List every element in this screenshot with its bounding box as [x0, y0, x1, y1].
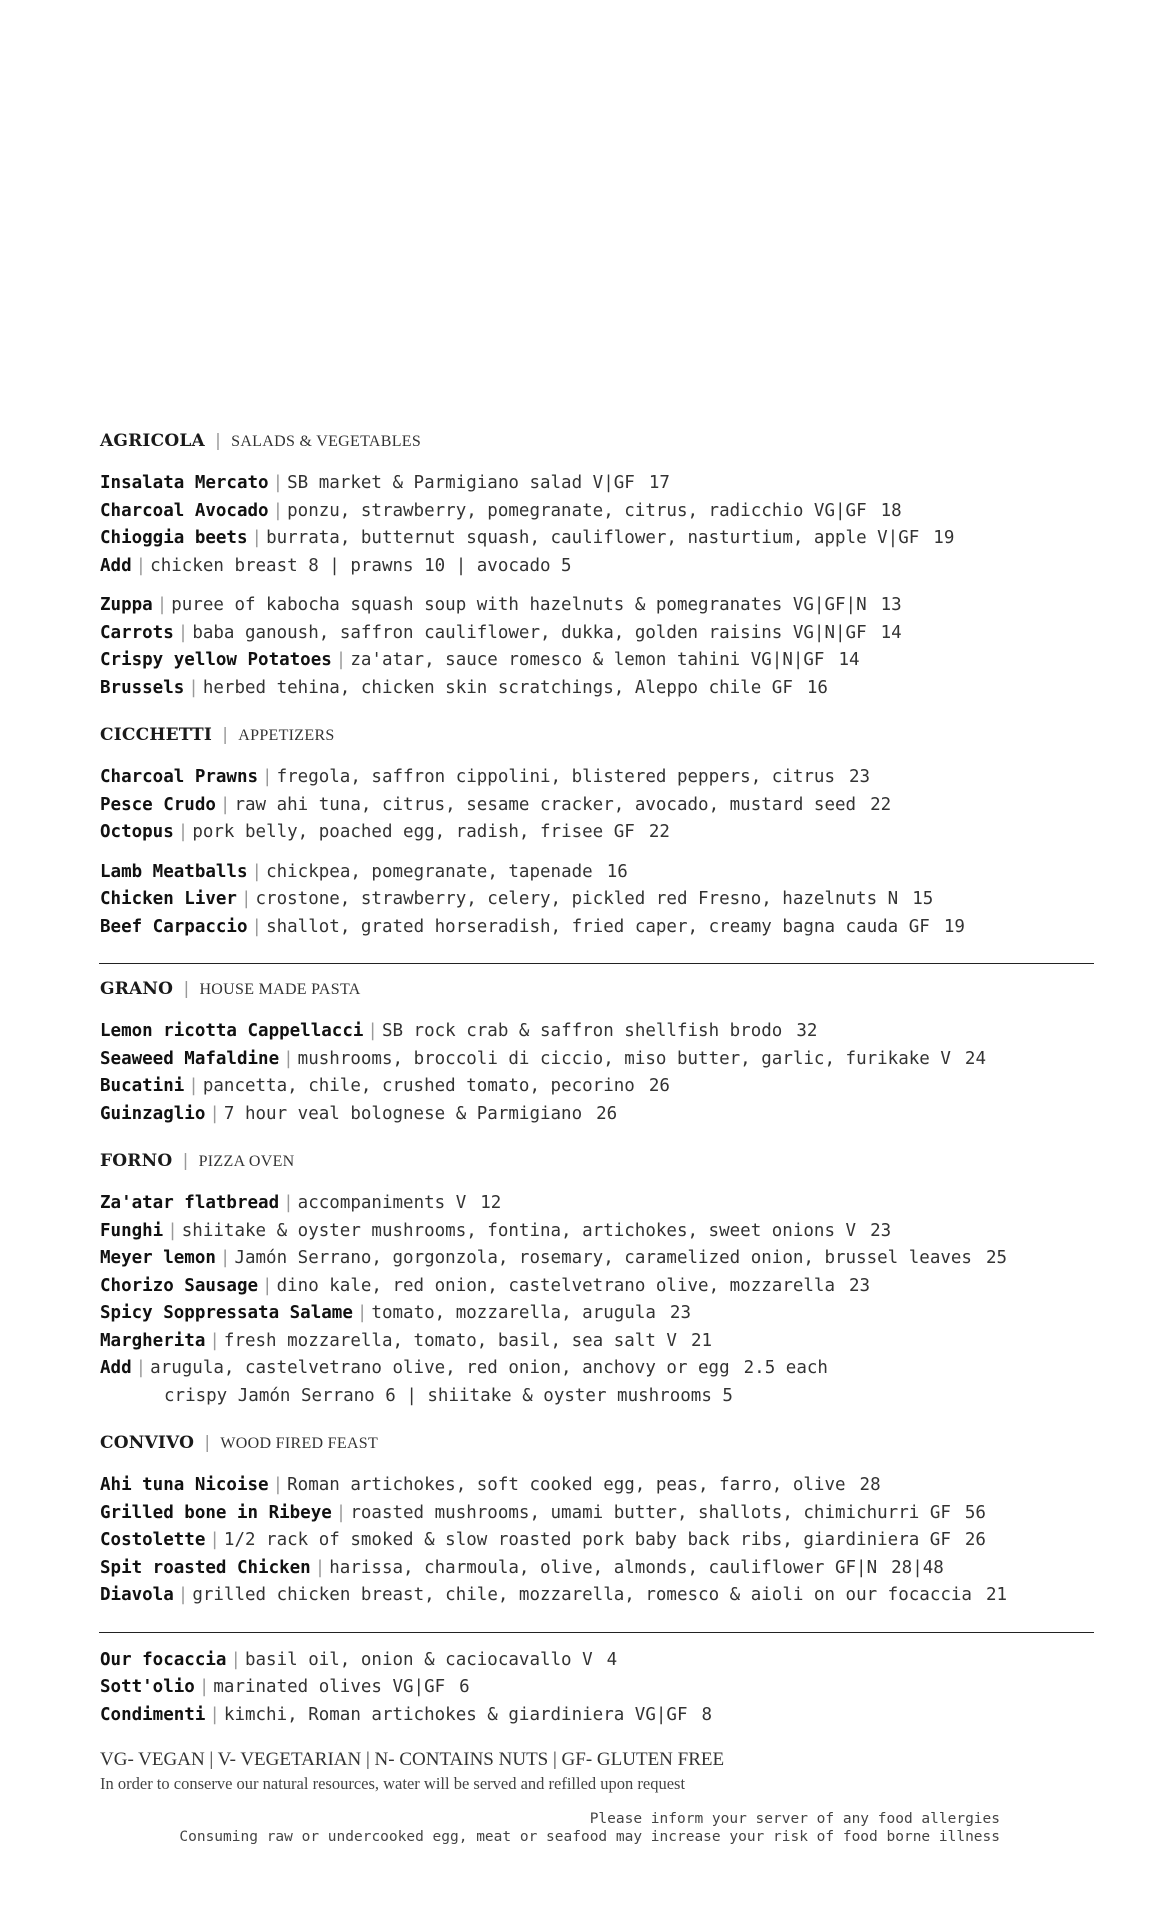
item-description: 7 hour veal bolognese & Parmigiano	[223, 1103, 583, 1124]
menu-item	[100, 620, 1095, 648]
item-price: 23	[849, 1275, 871, 1296]
item-separator: |	[209, 1330, 220, 1351]
item-description: za'atar, sauce romesco & lemon tahini VG|N|GF	[350, 650, 825, 670]
menu-item	[100, 1355, 1095, 1383]
item-description: arugula, castelvetrano olive, red onion, anchovy or egg	[150, 1358, 730, 1378]
menu-item	[100, 1018, 1095, 1046]
item-description: crostone, strawberry, celery, pickled red Fresno, hazelnuts N	[255, 889, 899, 909]
section-heading	[100, 1432, 1095, 1455]
item-price: 26	[648, 1076, 670, 1096]
item-name: Zuppa	[100, 595, 153, 615]
item-price: 19	[943, 916, 965, 937]
item-name: Lamb Meatballs	[100, 861, 248, 882]
item-separator: |	[356, 1303, 368, 1323]
item-name: Crispy yellow Potatoes	[100, 650, 332, 670]
heading-separator: |	[181, 979, 192, 999]
water-note: In order to conserve our natural resources, water will be served and refilled upon request	[100, 1774, 686, 1793]
item-separator: |	[167, 1220, 178, 1241]
item-name: Pesce Crudo	[100, 794, 216, 815]
allergy-note: Please inform your server of any food allergies	[589, 1811, 1000, 1827]
item-price: 16	[806, 677, 828, 698]
item-description: kimchi, Roman artichokes & giardiniera VG|GF	[223, 1704, 688, 1725]
item-name: Chicken Liver	[100, 889, 237, 909]
item-price: 28	[859, 1475, 881, 1495]
item-price: 17	[648, 473, 670, 493]
item-price: 56	[964, 1502, 986, 1523]
item-separator: |	[209, 1704, 220, 1725]
menu-item	[100, 1383, 1095, 1411]
item-description: chickpea, pomegranate, tapenade	[266, 861, 593, 882]
item-description: Jamón Serrano, gorgonzola, rosemary, caramelized onion, brussel leaves	[234, 1248, 972, 1268]
item-description: tomato, mozzarella, arugula	[371, 1303, 656, 1323]
menu-item	[100, 886, 1095, 914]
item-description: pork belly, poached egg, radish, frisee GF	[192, 822, 635, 842]
item-description: 1/2 rack of smoked & slow roasted pork baby back ribs, giardiniera GF	[223, 1530, 951, 1550]
item-price: 21	[985, 1585, 1008, 1605]
menu-item	[100, 764, 1095, 792]
menu-item	[100, 1647, 1095, 1675]
item-separator: |	[262, 767, 273, 787]
item-separator: |	[251, 861, 263, 882]
item-name: Lemon ricotta Cappellacci	[100, 1021, 364, 1041]
item-description: roasted mushrooms, umami butter, shallots, chimichurri GF	[350, 1502, 951, 1523]
section-subtitle: WOOD FIRED FEAST	[220, 1435, 379, 1452]
item-separator: |	[198, 1677, 210, 1697]
item-name: Grilled bone in Ribeye	[100, 1502, 332, 1523]
item-separator: |	[156, 595, 168, 615]
item-name: Charcoal Avocado	[100, 500, 269, 521]
item-price: 2.5 each	[743, 1358, 828, 1378]
item-name: Guinzaglio	[100, 1103, 206, 1124]
section-heading	[100, 978, 1095, 1001]
item-name: Carrots	[100, 622, 174, 643]
item-separator: |	[219, 794, 231, 815]
menu-item	[100, 1702, 1095, 1730]
item-description: puree of kabocha squash soup with hazelnuts & pomegranates VG|GF|N	[171, 595, 867, 615]
menu-item	[100, 1674, 1095, 1702]
item-price: 22	[870, 794, 892, 815]
menu-item	[100, 1245, 1095, 1273]
item-price: 32	[796, 1021, 818, 1041]
item-price: 14	[880, 622, 902, 643]
menu-item	[100, 498, 1095, 526]
item-separator: |	[272, 500, 284, 521]
item-price: 28|48	[891, 1557, 944, 1578]
item-name: Brussels	[100, 677, 185, 698]
section-title: CICCHETTI	[100, 725, 213, 745]
menu-item	[100, 1472, 1095, 1500]
item-price: 22	[648, 822, 670, 842]
item-description: raw ahi tuna, citrus, sesame cracker, avocado, mustard seed	[234, 794, 857, 815]
item-description: fregola, saffron cippolini, blistered peppers, citrus	[276, 767, 835, 787]
item-separator: |	[251, 528, 263, 548]
item-description: fresh mozzarella, tomato, basil, sea salt V	[223, 1330, 677, 1351]
section-heading	[100, 1150, 1095, 1173]
item-separator: |	[335, 650, 347, 670]
item-description: accompaniments V	[297, 1193, 467, 1213]
section-subtitle: APPETIZERS	[238, 727, 335, 744]
menu-item	[100, 914, 1095, 942]
item-separator: |	[219, 1248, 231, 1268]
menu-item	[100, 1582, 1095, 1610]
item-price: 19	[933, 528, 955, 548]
item-description: herbed tehina, chicken skin scratchings, Aleppo chile GF	[202, 677, 793, 698]
item-group	[100, 764, 1095, 847]
item-price: 6	[459, 1677, 470, 1697]
item-name: Sott'olio	[100, 1677, 195, 1697]
item-description: pancetta, chile, crushed tomato, pecorino	[202, 1076, 635, 1096]
item-separator: |	[240, 889, 252, 909]
item-price: 24	[964, 1048, 986, 1069]
item-description: harissa, charmoula, olive, almonds, cauliflower GF|N	[329, 1557, 878, 1578]
menu-item	[100, 470, 1095, 498]
heading-separator: |	[220, 725, 231, 745]
item-name: Seaweed Mafaldine	[100, 1048, 280, 1069]
section-heading	[100, 430, 1095, 453]
menu-item	[100, 1300, 1095, 1328]
item-name: Chioggia beets	[100, 528, 248, 548]
heading-separator: |	[212, 431, 224, 451]
item-price: 25	[985, 1248, 1008, 1268]
menu-item	[100, 1101, 1095, 1129]
item-price: 13	[880, 595, 902, 615]
item-group	[100, 1472, 1095, 1610]
item-description: SB rock crab & saffron shellfish brodo	[381, 1021, 783, 1041]
item-name: Diavola	[100, 1585, 174, 1605]
item-description: basil oil, onion & caciocavallo V	[244, 1649, 593, 1670]
item-separator: |	[251, 916, 263, 937]
section-cicchetti	[100, 724, 1095, 941]
item-price: 23	[870, 1220, 892, 1241]
item-price: 23	[849, 767, 871, 787]
item-name: Octopus	[100, 822, 174, 842]
item-description: shiitake & oyster mushrooms, fontina, artichokes, sweet onions V	[181, 1220, 857, 1241]
item-separator: |	[367, 1021, 378, 1041]
item-separator: |	[283, 1048, 294, 1069]
section-subtitle: HOUSE MADE PASTA	[199, 981, 361, 998]
item-price: 15	[912, 889, 934, 909]
item-separator: |	[272, 473, 284, 493]
item-group	[100, 470, 1095, 580]
item-description: chicken breast 8 | prawns 10 | avocado 5	[150, 555, 572, 576]
section-title: AGRICOLA	[100, 431, 205, 451]
item-separator: |	[177, 622, 189, 643]
item-separator: |	[272, 1475, 284, 1495]
item-price: 16	[606, 861, 628, 882]
item-separator: |	[188, 1076, 199, 1096]
item-separator: |	[177, 822, 189, 842]
item-separator: |	[209, 1103, 220, 1124]
item-name: Beef Carpaccio	[100, 916, 248, 937]
item-group	[100, 859, 1095, 942]
item-separator: |	[314, 1557, 326, 1578]
dietary-key: VG- VEGAN | V- VEGETARIAN | N- CONTAINS NUTS | GF- GLUTEN FREE	[100, 1749, 725, 1770]
menu-item	[100, 1328, 1095, 1356]
item-price: 26	[964, 1530, 986, 1550]
item-price: 12	[480, 1193, 502, 1213]
item-name: Spit roasted Chicken	[100, 1557, 311, 1578]
item-name: Spicy Soppressata Salame	[100, 1303, 353, 1323]
item-group	[100, 592, 1095, 702]
menu-sections	[100, 430, 1095, 1610]
item-price: 23	[669, 1303, 691, 1323]
item-price: 21	[690, 1330, 713, 1351]
section-divider	[99, 963, 1094, 964]
item-name: Charcoal Prawns	[100, 767, 259, 787]
item-name: Our focaccia	[100, 1649, 227, 1670]
item-separator: |	[177, 1585, 189, 1605]
item-name: Condimenti	[100, 1704, 206, 1725]
menu-item	[100, 592, 1095, 620]
item-price: 4	[606, 1649, 618, 1670]
item-group	[100, 1018, 1095, 1128]
item-price: 14	[838, 650, 860, 670]
item-separator: |	[135, 1358, 147, 1378]
heading-separator: |	[202, 1433, 213, 1453]
sides-list	[100, 1647, 1095, 1730]
item-name: Costolette	[100, 1530, 206, 1550]
item-separator: |	[188, 677, 199, 698]
item-description: crispy Jamón Serrano 6 | shiitake & oyster mushrooms 5	[164, 1385, 733, 1406]
item-description: Roman artichokes, soft cooked egg, peas, farro, olive	[287, 1475, 846, 1495]
item-separator: |	[230, 1649, 241, 1670]
menu-item	[100, 1190, 1095, 1218]
item-name: Funghi	[100, 1220, 164, 1241]
item-separator: |	[335, 1502, 347, 1523]
menu-item	[100, 1046, 1095, 1074]
item-group	[100, 1190, 1095, 1410]
item-description: baba ganoush, saffron cauliflower, dukka, golden raisins VG|N|GF	[192, 622, 867, 643]
section-subtitle: PIZZA OVEN	[198, 1153, 295, 1170]
menu-item	[100, 1218, 1095, 1246]
heading-separator: |	[180, 1151, 191, 1171]
item-price: 18	[880, 500, 902, 521]
section-grano	[100, 978, 1095, 1128]
section-convivo	[100, 1432, 1095, 1610]
item-name: Ahi tuna Nicoise	[100, 1475, 269, 1495]
menu-item	[100, 859, 1095, 887]
menu-item	[100, 553, 1095, 581]
item-description: ponzu, strawberry, pomegranate, citrus, radicchio VG|GF	[287, 500, 867, 521]
menu-item	[100, 647, 1095, 675]
section-forno	[100, 1150, 1095, 1410]
item-name: Insalata Mercato	[100, 473, 269, 493]
item-description: dino kale, red onion, castelvetrano olive, mozzarella	[276, 1275, 835, 1296]
menu	[100, 430, 1095, 1846]
menu-item	[100, 1555, 1095, 1583]
item-name: Add	[100, 555, 132, 576]
menu-item	[100, 1273, 1095, 1301]
item-name: Add	[100, 1358, 132, 1378]
section-title: CONVIVO	[100, 1433, 195, 1453]
menu-item	[100, 675, 1095, 703]
item-description: shallot, grated horseradish, fried caper, creamy bagna cauda GF	[266, 916, 930, 937]
section-agricola	[100, 430, 1095, 702]
item-description: marinated olives VG|GF	[213, 1677, 446, 1697]
menu-item	[100, 1527, 1095, 1555]
item-description: burrata, butternut squash, cauliflower, nasturtium, apple V|GF	[266, 528, 920, 548]
item-price: 8	[701, 1704, 713, 1725]
item-separator: |	[209, 1530, 220, 1550]
section-title: GRANO	[100, 979, 174, 999]
menu-item	[100, 525, 1095, 553]
item-name: Chorizo Sausage	[100, 1275, 259, 1296]
section-subtitle: SALADS & VEGETABLES	[231, 433, 422, 450]
item-separator: |	[283, 1193, 294, 1213]
section-heading	[100, 724, 1095, 747]
item-name: Margherita	[100, 1330, 206, 1351]
item-description: grilled chicken breast, chile, mozzarella, romesco & aioli on our focaccia	[192, 1585, 972, 1605]
item-name: Meyer lemon	[100, 1248, 216, 1268]
menu-item	[100, 1073, 1095, 1101]
raw-food-warning: Consuming raw or undercooked egg, meat or seafood may increase your risk of food borne illness	[179, 1829, 1000, 1845]
item-name: Bucatini	[100, 1076, 185, 1096]
menu-item	[100, 1500, 1095, 1528]
item-separator: |	[262, 1275, 273, 1296]
section-title: FORNO	[100, 1151, 173, 1171]
item-separator: |	[135, 555, 147, 576]
item-description: mushrooms, broccoli di ciccio, miso butter, garlic, furikake V	[297, 1048, 951, 1069]
item-name: Za'atar flatbread	[100, 1193, 280, 1213]
menu-item	[100, 792, 1095, 820]
item-price: 26	[596, 1103, 618, 1124]
item-description: SB market & Parmigiano salad V|GF	[287, 473, 635, 493]
menu-item	[100, 819, 1095, 847]
sides-divider	[99, 1632, 1094, 1633]
